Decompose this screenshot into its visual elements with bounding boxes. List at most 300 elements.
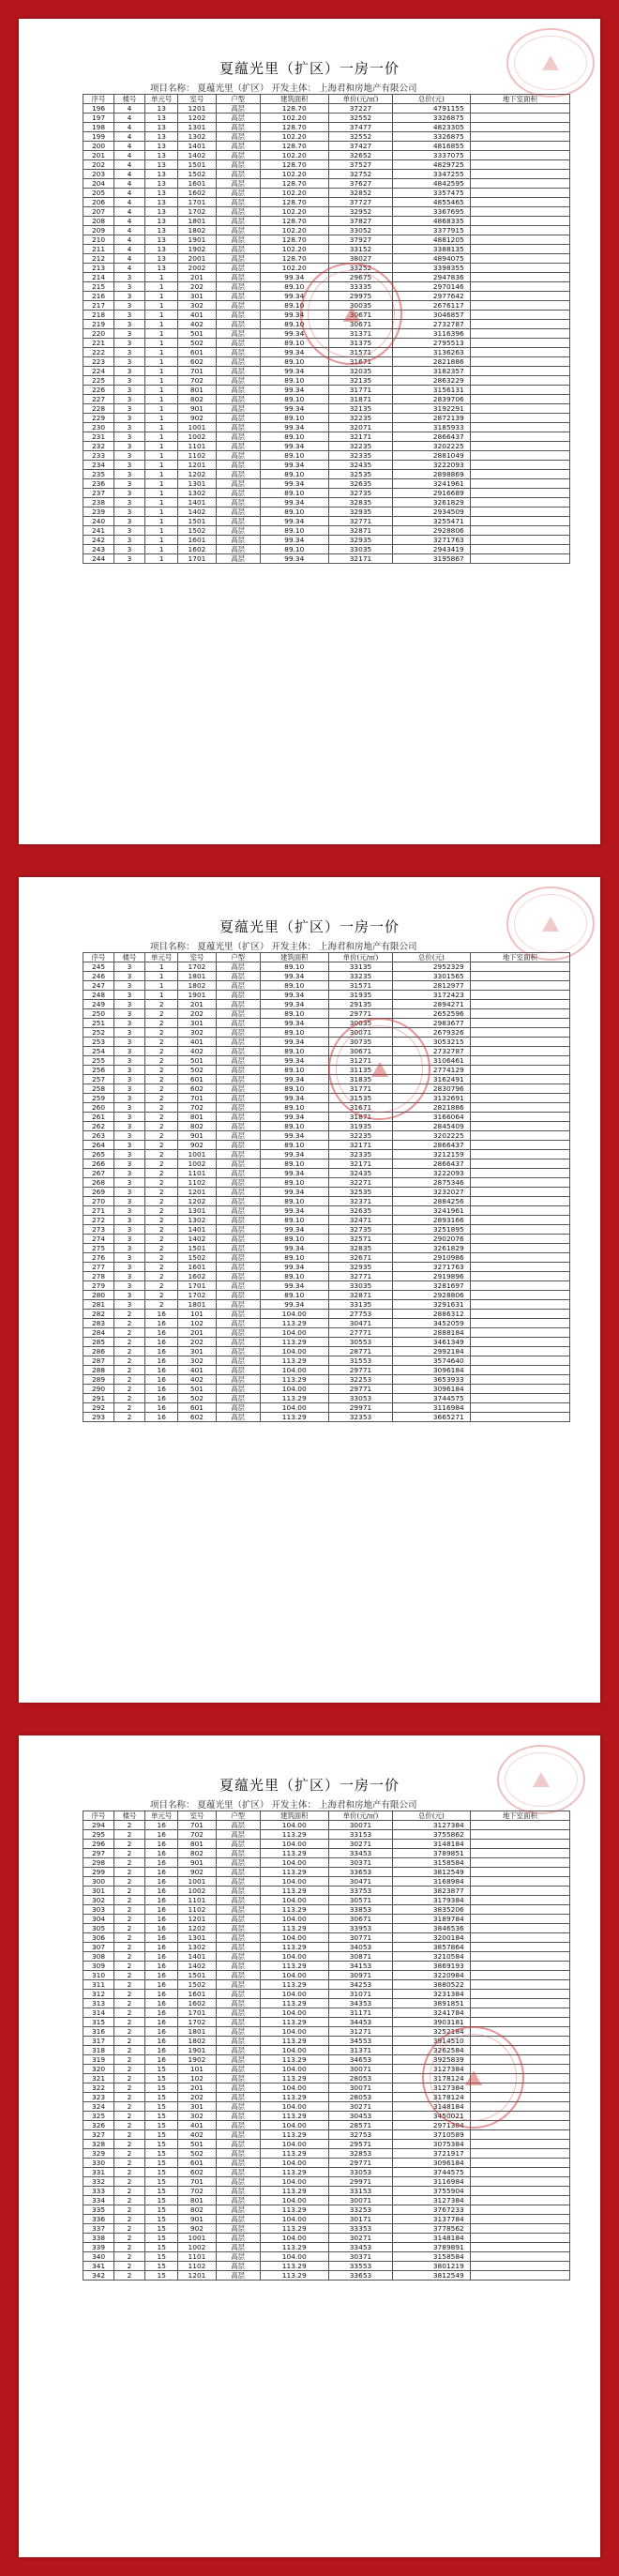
table-cell: 216 <box>83 292 114 301</box>
table-cell: 3778562 <box>393 2224 471 2234</box>
table-cell <box>470 1980 569 1990</box>
column-header: 楼号 <box>114 1811 145 1821</box>
table-cell: 113.29 <box>260 1999 328 2008</box>
table-cell: 32135 <box>328 404 392 414</box>
table-row <box>83 1253 570 1263</box>
column-header: 楼号 <box>114 95 145 104</box>
table-cell <box>470 1131 569 1141</box>
table-cell: 高层 <box>216 2243 260 2252</box>
table-cell: 202 <box>178 1338 216 1347</box>
table-row <box>83 432 570 442</box>
table-cell: 3096184 <box>393 1366 471 1375</box>
table-cell <box>470 470 569 479</box>
table-cell: 32171 <box>328 1159 392 1169</box>
table-cell: 402 <box>178 2130 216 2140</box>
table-cell: 32071 <box>328 423 392 432</box>
table-cell: 292 <box>83 1403 114 1413</box>
table-cell: 702 <box>178 1830 216 1840</box>
table-cell: 33052 <box>328 226 392 235</box>
table-cell: 高层 <box>216 2271 260 2281</box>
table-cell: 16 <box>145 1887 178 1896</box>
table-cell: 13 <box>145 142 178 151</box>
table-cell: 16 <box>145 2037 178 2046</box>
table-cell: 2 <box>145 1056 178 1066</box>
table-cell: 1302 <box>178 132 216 142</box>
table-row <box>83 1019 570 1028</box>
table-cell: 2 <box>114 1952 145 1962</box>
table-cell: 298 <box>83 1858 114 1868</box>
table-cell <box>470 508 569 517</box>
table-row <box>83 1056 570 1066</box>
table-cell: 102.20 <box>260 151 328 160</box>
table-row <box>83 554 570 564</box>
table-cell: 248 <box>83 991 114 1000</box>
table-cell <box>470 1858 569 1868</box>
table-cell: 1701 <box>178 2008 216 2018</box>
table-cell: 102.20 <box>260 245 328 254</box>
table-cell: 199 <box>83 132 114 142</box>
table-cell: 287 <box>83 1356 114 1366</box>
table-cell: 3 <box>114 292 145 301</box>
table-cell: 2 <box>145 1300 178 1310</box>
table-cell: 2 <box>114 2046 145 2055</box>
table-cell: 13 <box>145 198 178 207</box>
table-cell: 269 <box>83 1188 114 1197</box>
table-cell: 249 <box>83 1000 114 1009</box>
table-cell: 104.00 <box>260 2140 328 2149</box>
table-cell: 3337075 <box>393 151 471 160</box>
table-cell: 高层 <box>216 1291 260 1300</box>
column-header: 序号 <box>83 953 114 962</box>
table-cell: 221 <box>83 339 114 348</box>
table-cell: 1501 <box>178 517 216 526</box>
table-cell: 214 <box>83 273 114 282</box>
table-cell: 4 <box>114 123 145 132</box>
table-cell: 4 <box>114 160 145 170</box>
table-cell <box>470 142 569 151</box>
table-cell: 113.29 <box>260 1375 328 1385</box>
document-title: 夏蕴光里（扩区）一房一价 <box>219 918 400 935</box>
table-cell: 3377915 <box>393 226 471 235</box>
table-cell: 16 <box>145 2027 178 2037</box>
table-cell: 89.10 <box>260 962 328 972</box>
table-cell: 34053 <box>328 1943 392 1952</box>
table-cell: 701 <box>178 1094 216 1103</box>
table-cell: 99.34 <box>260 423 328 432</box>
table-cell: 高层 <box>216 1122 260 1131</box>
table-cell <box>470 554 569 564</box>
table-cell: 16 <box>145 1310 178 1319</box>
table-cell: 89.10 <box>260 301 328 311</box>
table-cell: 3148184 <box>393 1840 471 1849</box>
table-cell: 31871 <box>328 1113 392 1122</box>
table-cell: 37627 <box>328 179 392 189</box>
company-seal-stamp <box>506 886 595 961</box>
table-cell <box>470 292 569 301</box>
table-cell: 2 <box>145 1159 178 1169</box>
table-cell: 113.29 <box>260 2243 328 2252</box>
table-cell: 3 <box>114 1150 145 1159</box>
table-cell: 2971384 <box>393 2121 471 2130</box>
table-cell: 341 <box>83 2262 114 2271</box>
table-cell <box>470 1999 569 2008</box>
table-cell: 16 <box>145 1830 178 1840</box>
table-cell: 30735 <box>328 1038 392 1047</box>
table-cell: 29771 <box>328 1385 392 1394</box>
table-cell: 3 <box>114 1197 145 1206</box>
table-cell: 262 <box>83 1122 114 1131</box>
table-cell: 31371 <box>328 329 392 339</box>
table-cell: 1801 <box>178 217 216 226</box>
table-cell: 113.29 <box>260 2037 328 2046</box>
table-cell: 113.29 <box>260 1338 328 1347</box>
company-seal-stamp <box>328 1018 430 1120</box>
table-cell: 1 <box>145 311 178 320</box>
table-cell: 254 <box>83 1047 114 1056</box>
table-cell: 901 <box>178 1858 216 1868</box>
table-row <box>83 1028 570 1038</box>
table-cell: 高层 <box>216 2177 260 2187</box>
table-cell: 高层 <box>216 1962 260 1971</box>
table-cell: 113.29 <box>260 2112 328 2121</box>
table-cell: 267 <box>83 1169 114 1178</box>
table-cell: 99.34 <box>260 1225 328 1235</box>
table-cell: 2 <box>114 1328 145 1338</box>
company-seal-stamp <box>422 2026 524 2129</box>
table-cell: 1502 <box>178 1980 216 1990</box>
table-cell: 2875346 <box>393 1178 471 1188</box>
table-cell: 1702 <box>178 207 216 217</box>
table-cell: 31835 <box>328 1075 392 1084</box>
table-cell: 高层 <box>216 217 260 226</box>
table-cell: 104.00 <box>260 1971 328 1980</box>
table-cell: 1 <box>145 981 178 991</box>
table-cell: 300 <box>83 1877 114 1887</box>
table-cell: 30453 <box>328 2112 392 2121</box>
table-cell: 128.70 <box>260 104 328 114</box>
table-cell <box>470 245 569 254</box>
table-cell <box>470 2140 569 2149</box>
column-header: 室号 <box>178 953 216 962</box>
table-cell: 113.29 <box>260 2168 328 2177</box>
table-cell: 31171 <box>328 2008 392 2018</box>
table-cell <box>470 1009 569 1019</box>
table-cell: 291 <box>83 1394 114 1403</box>
table-cell <box>470 1394 569 1403</box>
table-cell: 1301 <box>178 123 216 132</box>
table-cell: 32571 <box>328 1235 392 1244</box>
table-cell: 高层 <box>216 1178 260 1188</box>
table-cell: 801 <box>178 386 216 395</box>
table-cell: 4 <box>114 142 145 151</box>
table-cell: 1201 <box>178 1915 216 1924</box>
table-cell: 901 <box>178 1131 216 1141</box>
table-cell <box>470 461 569 470</box>
table-cell: 212 <box>83 254 114 264</box>
table-cell: 30671 <box>328 320 392 329</box>
table-cell: 2 <box>114 1896 145 1905</box>
table-cell: 4 <box>114 226 145 235</box>
table-cell: 4842595 <box>393 179 471 189</box>
table-cell: 30771 <box>328 1933 392 1943</box>
table-cell: 高层 <box>216 198 260 207</box>
table-cell: 217 <box>83 301 114 311</box>
table-cell: 401 <box>178 2121 216 2130</box>
table-cell: 113.29 <box>260 1394 328 1403</box>
table-cell: 2 <box>114 1933 145 1943</box>
table-cell <box>470 2224 569 2234</box>
table-cell: 1902 <box>178 245 216 254</box>
table-cell: 204 <box>83 179 114 189</box>
column-header: 单价(元/㎡) <box>328 953 392 962</box>
column-header: 户型 <box>216 95 260 104</box>
table-cell: 3 <box>114 442 145 451</box>
table-cell: 高层 <box>216 1056 260 1066</box>
table-cell: 3398355 <box>393 264 471 273</box>
table-cell: 1102 <box>178 2262 216 2271</box>
table-cell: 701 <box>178 1821 216 1830</box>
table-cell: 201 <box>83 151 114 160</box>
table-cell: 高层 <box>216 2252 260 2262</box>
table-cell: 34653 <box>328 2055 392 2065</box>
table-cell: 2888184 <box>393 1328 471 1338</box>
table-cell: 高层 <box>216 1905 260 1915</box>
table-cell: 104.00 <box>260 1385 328 1394</box>
table-cell: 3 <box>114 1206 145 1216</box>
table-cell: 113.29 <box>260 2205 328 2215</box>
table-cell: 3744575 <box>393 2168 471 2177</box>
table-cell: 294 <box>83 1821 114 1830</box>
table-row <box>83 1338 570 1347</box>
table-cell: 2 <box>114 2196 145 2205</box>
table-cell: 31535 <box>328 1094 392 1103</box>
table-cell: 2983677 <box>393 1019 471 1028</box>
table-cell: 38027 <box>328 254 392 264</box>
table-cell: 3 <box>114 395 145 404</box>
table-cell: 337 <box>83 2224 114 2234</box>
table-row <box>83 1150 570 1159</box>
table-cell: 28053 <box>328 2093 392 2102</box>
table-row <box>83 2262 570 2271</box>
table-cell: 2866437 <box>393 432 471 442</box>
table-cell: 4 <box>114 264 145 273</box>
table-cell: 15 <box>145 2234 178 2243</box>
table-cell: 高层 <box>216 1009 260 1019</box>
table-cell: 3 <box>114 1122 145 1131</box>
column-header: 户型 <box>216 1811 260 1821</box>
table-cell: 280 <box>83 1291 114 1300</box>
table-cell: 99.34 <box>260 1206 328 1216</box>
table-cell: 1202 <box>178 1924 216 1933</box>
table-cell: 32471 <box>328 1216 392 1225</box>
table-cell <box>470 1933 569 1943</box>
table-cell <box>470 1347 569 1356</box>
table-row <box>83 1971 570 1980</box>
table-cell: 32235 <box>328 414 392 423</box>
table-row <box>83 470 570 479</box>
table-cell: 高层 <box>216 1244 260 1253</box>
table-cell: 30671 <box>328 1047 392 1056</box>
table-cell: 3046857 <box>393 311 471 320</box>
column-header: 建筑面积 <box>260 95 328 104</box>
table-cell: 32835 <box>328 1244 392 1253</box>
table-row <box>83 1896 570 1905</box>
table-cell: 3127384 <box>393 1821 471 1830</box>
table-cell: 602 <box>178 2168 216 2177</box>
table-cell: 2 <box>145 1188 178 1197</box>
table-cell: 99.34 <box>260 386 328 395</box>
table-cell <box>470 1924 569 1933</box>
table-cell: 4 <box>114 114 145 123</box>
table-cell: 89.10 <box>260 1178 328 1188</box>
table-cell: 1 <box>145 367 178 376</box>
table-cell: 2 <box>145 1291 178 1300</box>
table-cell: 198 <box>83 123 114 132</box>
project-info-line: 项目名称： 夏蕴光里（扩区） 开发主体： 上海君和房地产有限公司 <box>150 1800 417 1811</box>
table-cell <box>470 1319 569 1328</box>
table-cell: 16 <box>145 1821 178 1830</box>
table-cell: 3574640 <box>393 1356 471 1366</box>
table-cell: 3 <box>114 1244 145 1253</box>
table-cell: 270 <box>83 1197 114 1206</box>
table-cell <box>470 526 569 536</box>
column-header: 建筑面积 <box>260 953 328 962</box>
table-cell: 271 <box>83 1206 114 1216</box>
table-cell: 13 <box>145 114 178 123</box>
table-cell: 37827 <box>328 217 392 226</box>
table-cell: 1 <box>145 292 178 301</box>
table-cell: 223 <box>83 357 114 367</box>
table-cell: 高层 <box>216 526 260 536</box>
table-cell: 2 <box>145 1075 178 1084</box>
table-cell: 330 <box>83 2159 114 2168</box>
table-cell: 高层 <box>216 1821 260 1830</box>
table-row <box>83 536 570 545</box>
table-cell: 234 <box>83 461 114 470</box>
table-row <box>83 235 570 245</box>
table-cell <box>470 282 569 292</box>
table-cell: 37927 <box>328 235 392 245</box>
table-cell: 3 <box>114 461 145 470</box>
table-cell: 3261829 <box>393 498 471 508</box>
table-cell <box>470 1281 569 1291</box>
table-cell: 33553 <box>328 2262 392 2271</box>
table-cell: 1302 <box>178 1216 216 1225</box>
table-cell: 1902 <box>178 2055 216 2065</box>
table-cell: 33153 <box>328 1830 392 1840</box>
table-cell: 206 <box>83 198 114 207</box>
table-cell: 1702 <box>178 962 216 972</box>
table-cell: 1 <box>145 282 178 292</box>
table-cell: 15 <box>145 2093 178 2102</box>
table-cell: 104.00 <box>260 1347 328 1356</box>
table-cell: 2 <box>114 1319 145 1328</box>
table-cell: 902 <box>178 2224 216 2234</box>
table-row <box>83 2196 570 2205</box>
table-cell: 902 <box>178 414 216 423</box>
table-cell: 104.00 <box>260 2065 328 2074</box>
table-cell: 高层 <box>216 357 260 367</box>
table-cell: 15 <box>145 2159 178 2168</box>
table-cell: 15 <box>145 2271 178 2281</box>
table-cell: 104.00 <box>260 2234 328 2243</box>
table-cell: 28053 <box>328 2074 392 2084</box>
table-cell: 401 <box>178 1366 216 1375</box>
table-cell: 215 <box>83 282 114 292</box>
table-cell: 238 <box>83 498 114 508</box>
table-row <box>83 423 570 432</box>
table-cell: 3 <box>114 1178 145 1188</box>
table-cell: 128.70 <box>260 179 328 189</box>
table-cell: 16 <box>145 2018 178 2027</box>
table-cell: 2970146 <box>393 282 471 292</box>
table-cell <box>470 981 569 991</box>
table-cell <box>470 2130 569 2140</box>
table-cell: 2 <box>145 1272 178 1281</box>
table-cell: 302 <box>178 301 216 311</box>
table-cell: 99.34 <box>260 991 328 1000</box>
table-cell: 30071 <box>328 1821 392 1830</box>
table-cell: 2 <box>114 1338 145 1347</box>
table-cell: 502 <box>178 339 216 348</box>
table-cell <box>470 2205 569 2215</box>
table-cell: 113.29 <box>260 2074 328 2084</box>
table-cell: 207 <box>83 207 114 217</box>
table-cell: 3156131 <box>393 386 471 395</box>
table-cell: 2 <box>145 1197 178 1206</box>
table-row <box>83 1821 570 1830</box>
table-cell: 89.10 <box>260 339 328 348</box>
table-cell: 高层 <box>216 1347 260 1356</box>
table-cell: 104.00 <box>260 2102 328 2112</box>
table-cell: 1 <box>145 357 178 367</box>
table-cell: 3721917 <box>393 2149 471 2159</box>
table-cell: 高层 <box>216 554 260 564</box>
table-cell: 256 <box>83 1066 114 1075</box>
table-cell: 102.20 <box>260 114 328 123</box>
table-cell: 233 <box>83 451 114 461</box>
table-cell: 32435 <box>328 1169 392 1178</box>
table-cell: 高层 <box>216 1915 260 1924</box>
table-cell: 高层 <box>216 1150 260 1159</box>
table-cell <box>470 348 569 357</box>
table-cell: 高层 <box>216 2159 260 2168</box>
table-cell: 901 <box>178 404 216 414</box>
table-cell: 2 <box>114 2037 145 2046</box>
table-cell: 4 <box>114 198 145 207</box>
table-cell: 31571 <box>328 348 392 357</box>
table-cell <box>470 2252 569 2262</box>
table-cell: 3291631 <box>393 1300 471 1310</box>
table-cell: 2 <box>114 1980 145 1990</box>
table-cell: 2 <box>145 1244 178 1253</box>
table-cell: 3744575 <box>393 1394 471 1403</box>
table-cell <box>470 498 569 508</box>
table-cell: 3 <box>114 972 145 981</box>
table-cell: 1 <box>145 545 178 554</box>
table-cell: 332 <box>83 2177 114 2187</box>
table-cell: 3271763 <box>393 1263 471 1272</box>
column-header: 建筑面积 <box>260 1811 328 1821</box>
table-cell: 268 <box>83 1178 114 1188</box>
table-cell: 3 <box>114 273 145 282</box>
table-cell <box>470 1159 569 1169</box>
table-cell: 高层 <box>216 423 260 432</box>
table-row <box>83 254 570 264</box>
table-cell: 89.10 <box>260 395 328 404</box>
table-cell: 113.29 <box>260 1356 328 1366</box>
table-cell: 高层 <box>216 1047 260 1056</box>
